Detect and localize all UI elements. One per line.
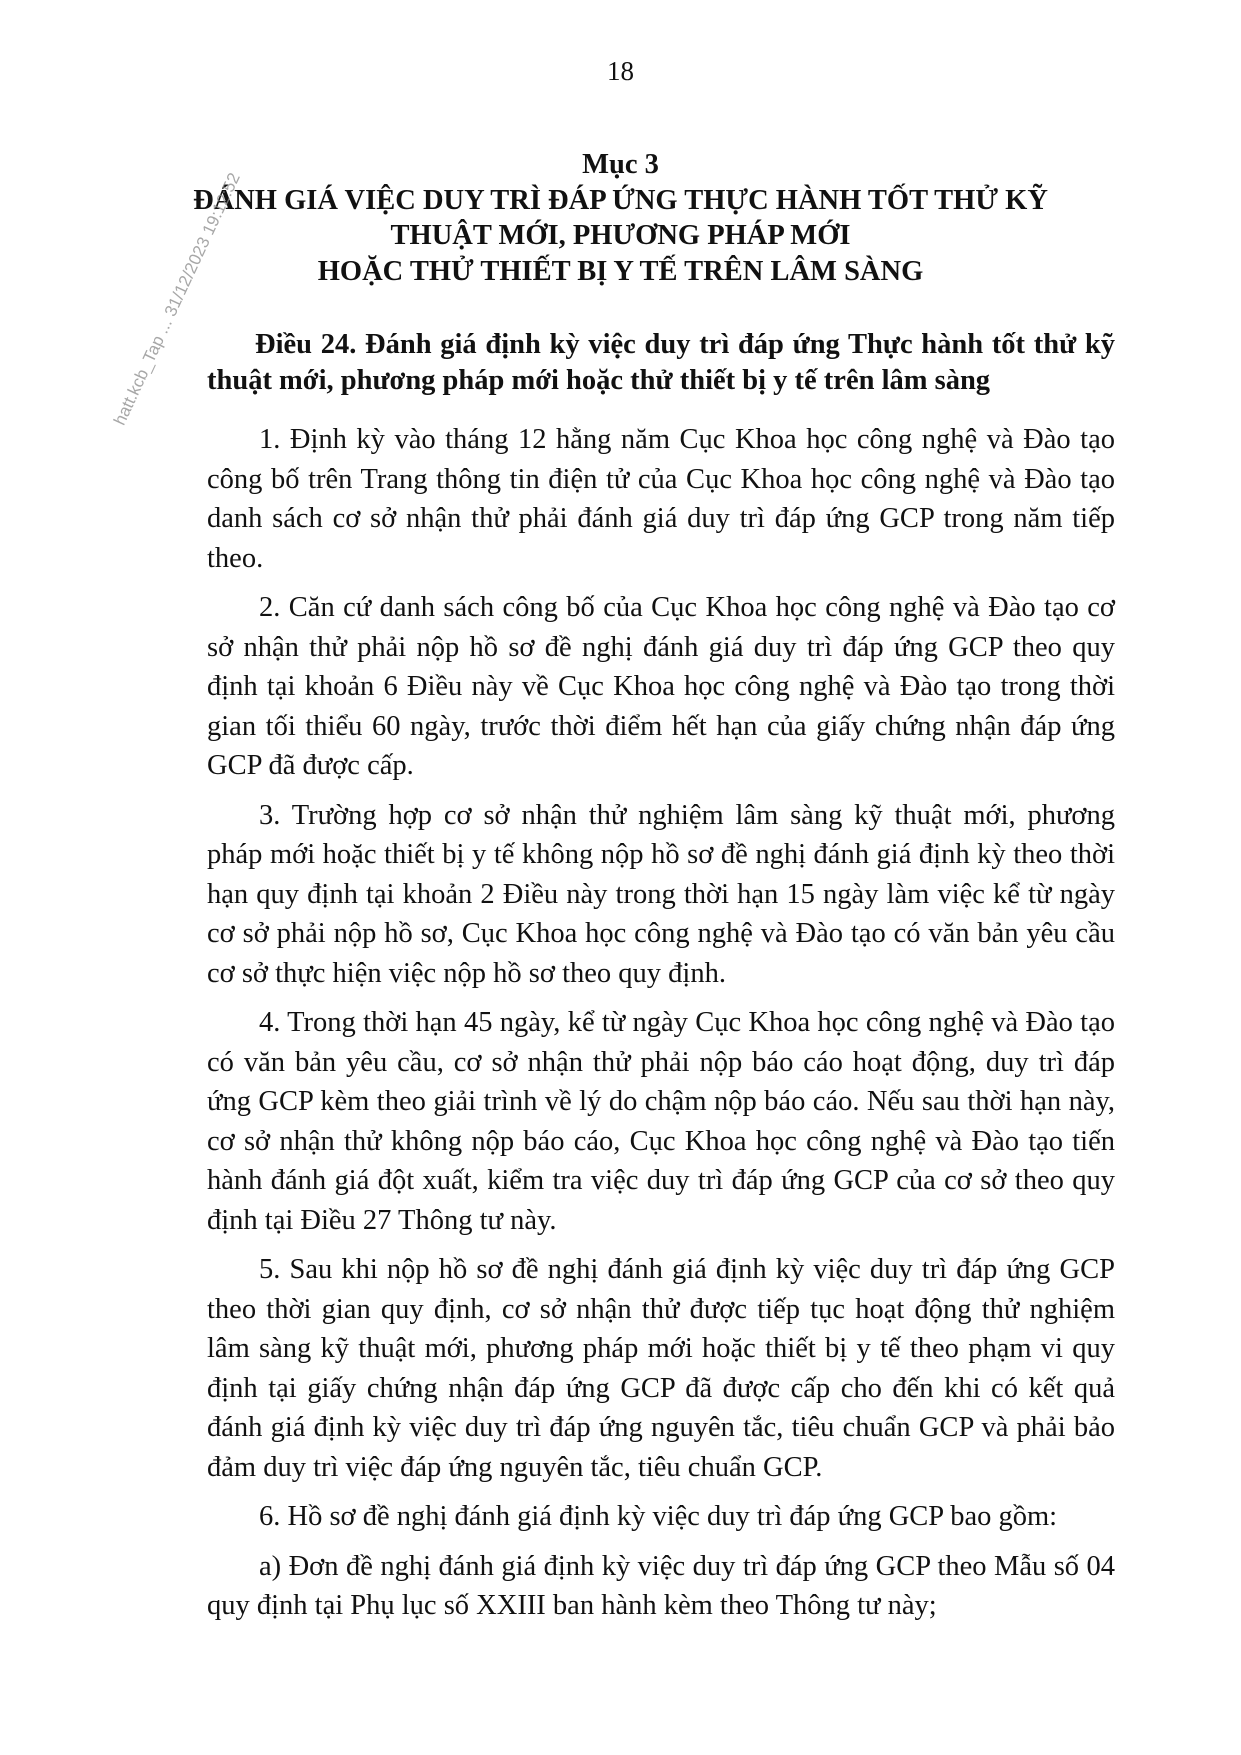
paragraph-6: 6. Hồ sơ đề nghị đánh giá định kỳ việc duy trì đáp ứng GCP bao gồm: — [259, 1501, 1058, 1532]
paragraph-4: 4. Trong thời hạn 45 ngày, kể từ ngày Cục Khoa học công nghệ và Đào tạo có văn bản yêu cầu, cơ sở nhận thử phải nộp báo cáo hoạt động, duy trì đáp ứng GCP kèm theo giải trình về lý do chậm nộp báo cáo. Nếu sau thời hạn này, cơ sở nhận thử không nộp báo cáo, Cục Khoa học công nghệ và Đào tạo tiến hành đánh giá đột xuất, kiểm tra việc duy trì đáp ứng GCP của cơ sở theo quy định tại Điều 27 Thông tư này. — [207, 1007, 1115, 1236]
paragraph-2: 2. Căn cứ danh sách công bố của Cục Khoa học công nghệ và Đào tạo cơ sở nhận thử phải nộp hồ sơ đề nghị đánh giá duy trì đáp ứng GCP theo quy định tại khoản 6 Điều này về Cục Khoa học công nghệ và Đào tạo trong thời gian tối thiểu 60 ngày, trước thời điểm hết hạn của giấy chứng nhận đáp ứng GCP đã được cấp. — [207, 592, 1115, 781]
paragraph-1: 1. Định kỳ vào tháng 12 hằng năm Cục Khoa học công nghệ và Đào tạo công bố trên Trang thông tin điện tử của Cục Khoa học công nghệ và Đào tạo danh sách cơ sở nhận thử phải đánh giá duy trì đáp ứng GCP trong năm tiếp theo. — [207, 424, 1115, 574]
paragraph-6a: a) Đơn đề nghị đánh giá định kỳ việc duy trì đáp ứng GCP theo Mẫu số 04 quy định tại Phụ lục số XXIII ban hành kèm theo Thông tư này; — [207, 1550, 1115, 1621]
section-title-line-1: ĐÁNH GIÁ VIỆC DUY TRÌ ĐÁP ỨNG THỰC HÀNH TỐT THỬ KỸ — [193, 184, 1048, 216]
section-title-line-3: HOẶC THỬ THIẾT BỊ Y TẾ TRÊN LÂM SÀNG — [317, 255, 924, 287]
section-label: Mục 3 — [582, 149, 659, 180]
section-heading — [150, 147, 1091, 289]
page-number: 18 — [607, 56, 634, 86]
watermark-stamp: hatt.kcb_Tap ... 31/12/2023 19:12:52 — [110, 169, 244, 429]
article-body — [207, 420, 1115, 1636]
paragraph-3: 3. Trường hợp cơ sở nhận thử nghiệm lâm sàng kỹ thuật mới, phương pháp mới hoặc thiết bị y tế không nộp hồ sơ đề nghị đánh giá định kỳ theo thời hạn quy định tại khoản 2 Điều này trong thời hạn 15 ngày làm việc kể từ ngày cơ sở phải nộp hồ sơ, Cục Khoa học công nghệ và Đào tạo có văn bản yêu cầu cơ sở thực hiện việc nộp hồ sơ theo quy định. — [207, 799, 1115, 989]
article-title: Điều 24. Đánh giá định kỳ việc duy trì đáp ứng Thực hành tốt thử kỹ thuật mới, phương pháp mới hoặc thử thiết bị y tế trên lâm sàng — [207, 329, 1115, 396]
paragraph-5: 5. Sau khi nộp hồ sơ đề nghị đánh giá định kỳ việc duy trì đáp ứng GCP theo thời gian quy định, cơ sở nhận thử được tiếp tục hoạt động thử nghiệm lâm sàng kỹ thuật mới, phương pháp mới hoặc thiết bị y tế theo phạm vi quy định tại giấy chứng nhận đáp ứng GCP đã được cấp cho đến khi có kết quả đánh giá định kỳ việc duy trì đáp ứng nguyên tắc, tiêu chuẩn GCP và phải bảo đảm duy trì việc đáp ứng nguyên tắc, tiêu chuẩn GCP. — [207, 1254, 1115, 1483]
section-title-line-2: THUẬT MỚI, PHƯƠNG PHÁP MỚI — [390, 220, 851, 251]
